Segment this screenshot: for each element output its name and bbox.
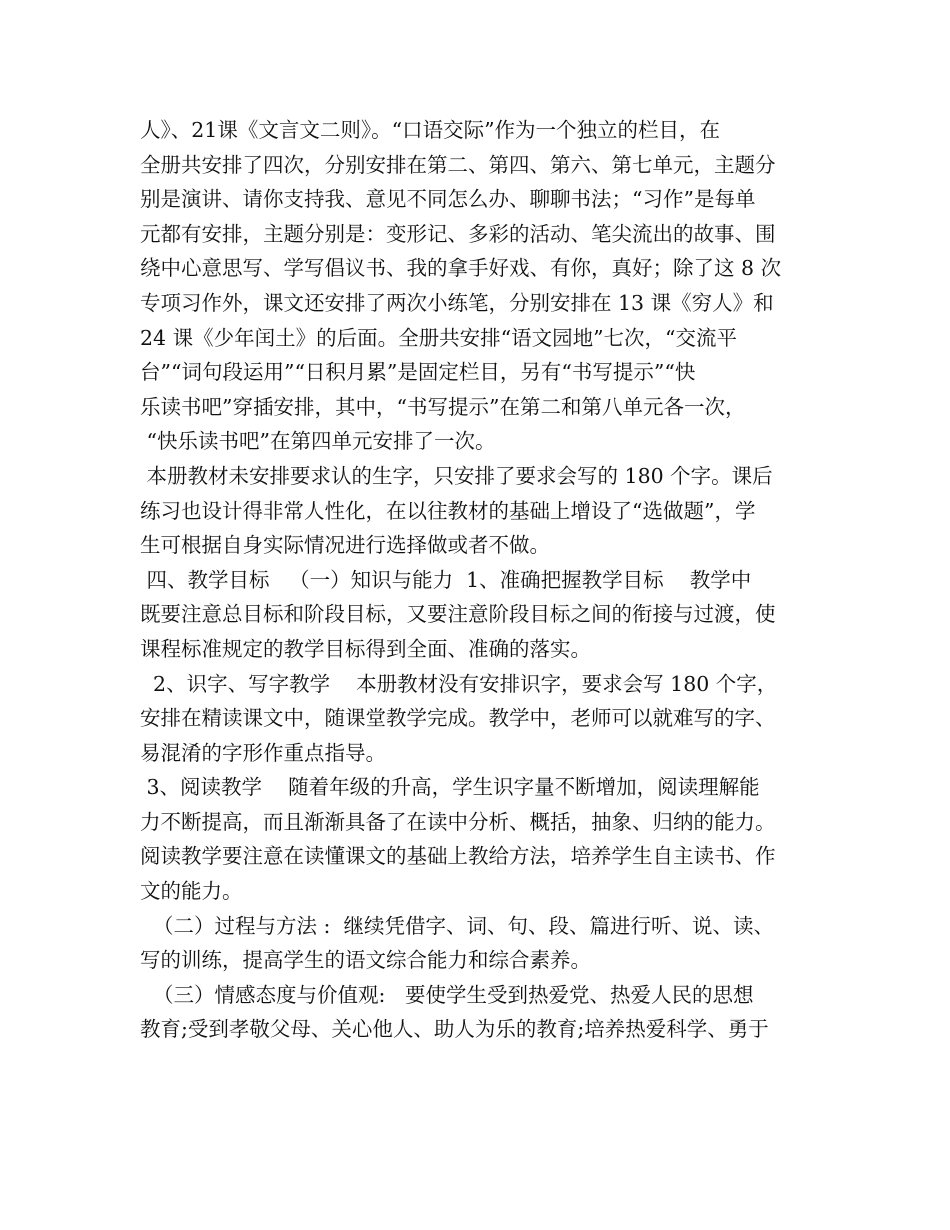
text-line: 本册教材未安排要求认的生字，只安排了要求会写的 180 个字。课后 xyxy=(140,463,773,488)
text-line: 元都有安排，主题分别是：变形记、多彩的活动、笔尖流出的故事、围 xyxy=(140,221,776,246)
text-line: 教育;受到孝敬父母、关心他人、助人为乐的教育;培养热爱科学、勇于 xyxy=(140,1017,769,1042)
text-line: 易混淆的字形作重点指导。 xyxy=(140,740,386,765)
text-line: 3、阅读教学 随着年级的升高，学生识字量不断增加，阅读理解能 xyxy=(140,775,760,800)
text-line: 既要注意总目标和阶段目标，又要注意阶段目标之间的衔接与过渡，使 xyxy=(140,602,776,627)
text-line: 别是演讲、请你支持我、意见不同怎么办、聊聊书法；“习作”是每单 xyxy=(140,187,756,212)
text-line: 阅读教学要注意在读懂课文的基础上教给方法，培养学生自主读书、作 xyxy=(140,844,776,869)
text-line: 绕中心意思写、学写倡议书、我的拿手好戏、有你，真好；除了这 8 次 xyxy=(140,256,782,281)
text-line: 练习也设计得非常人性化，在以往教材的基础上增设了“选做题”，学 xyxy=(140,498,756,523)
text-line: “快乐读书吧”在第四单元安排了一次。 xyxy=(140,429,496,454)
text-line: 专项习作外，课文还安排了两次小练笔，分别安排在 13 课《穷人》和 xyxy=(140,290,774,315)
text-line: 2、识字、写字教学 本册教材没有安排识字，要求会写 180 个字， xyxy=(140,671,778,696)
text-line: 全册共安排了四次，分别安排在第二、第四、第六、第七单元，主题分 xyxy=(140,152,776,177)
text-line: （二）过程与方法 : 继续凭借字、词、句、段、篇进行听、说、读、 xyxy=(140,913,774,938)
text-line: 写的训练，提高学生的语文综合能力和综合素养。 xyxy=(140,948,591,973)
text-line: 安排在精读课文中，随课堂教学完成。教学中，老师可以就难写的字、 xyxy=(140,706,776,731)
text-line: 文的能力。 xyxy=(140,879,243,904)
text-line: 台”“词句段运用”“日积月累”是固定栏目，另有“书写提示”“快 xyxy=(140,360,696,385)
text-line: 力不断提高，而且渐渐具备了在读中分析、概括，抽象、归纳的能力。 xyxy=(140,809,776,834)
text-line: 课程标准规定的教学目标得到全面、准确的落实。 xyxy=(140,636,591,661)
text-line: 生可根据自身实际情况进行选择做或者不做。 xyxy=(140,533,550,558)
text-line: 乐读书吧”穿插安排，其中，“书写提示”在第二和第八单元各一次， xyxy=(140,394,746,419)
text-line: 24 课《少年闰土》的后面。全册共安排“语文园地”七次，“交流平 xyxy=(140,325,738,350)
body-text xyxy=(140,113,840,1047)
text-line: 人》、21课《文言文二则》。“口语交际”作为一个独立的栏目，在 xyxy=(140,118,721,142)
text-line: 四、教学目标 （一）知识与能力 1、准确把握教学目标 教学中 xyxy=(140,567,752,592)
text-line: （三）情感态度与价值观: 要使学生受到热爱党、热爱人民的思想 xyxy=(140,982,754,1007)
